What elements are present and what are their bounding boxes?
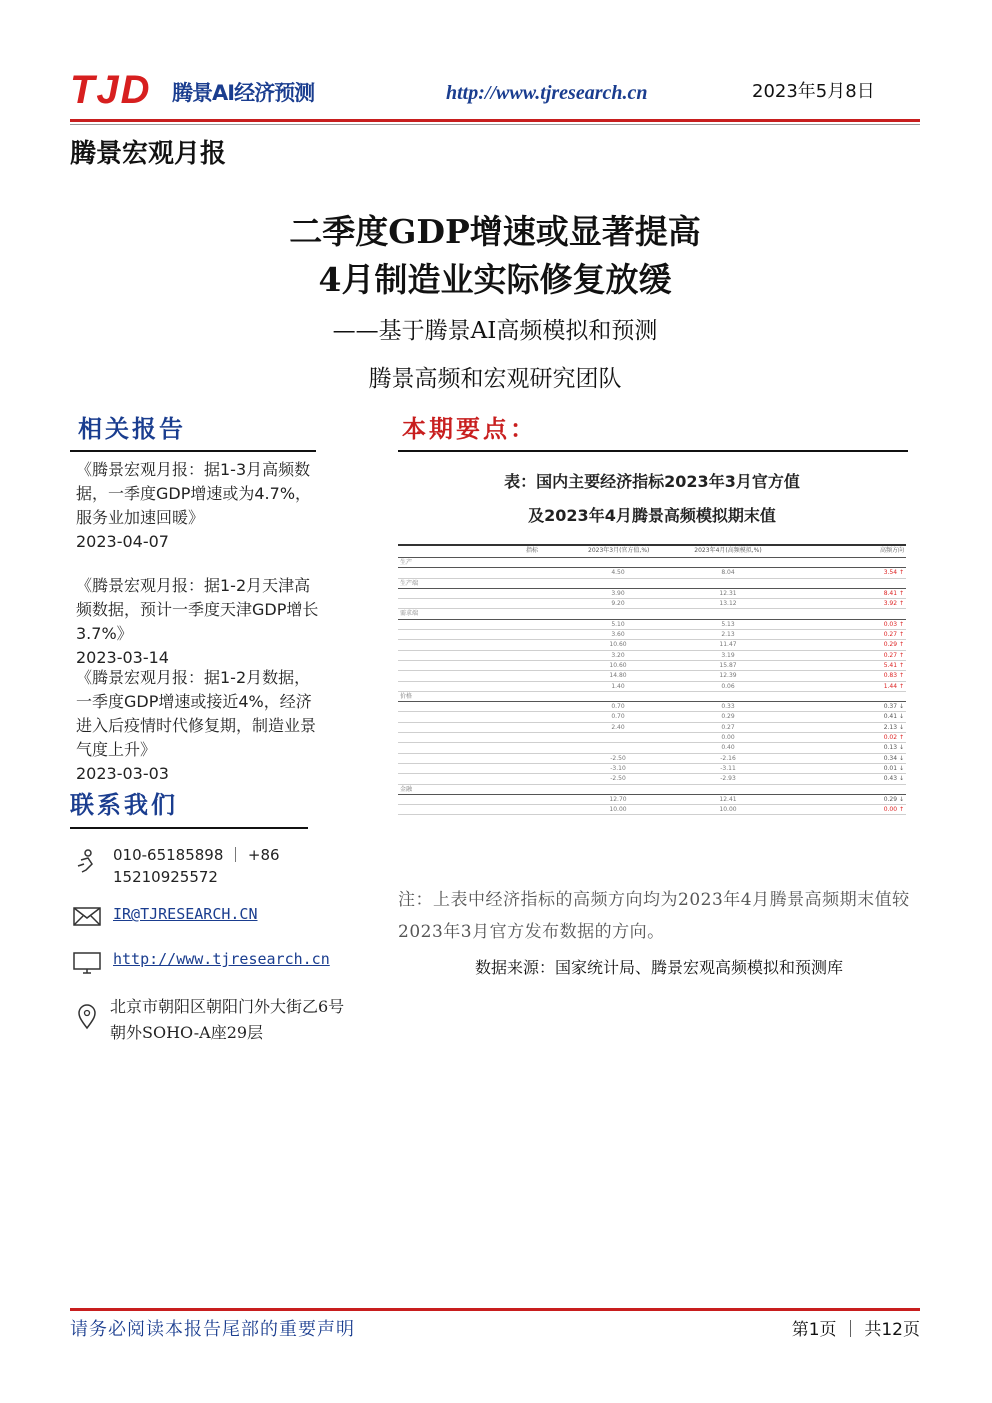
header-url-link[interactable]: http://www.tjresearch.cn xyxy=(446,82,648,104)
table-cell-april: 12.41 xyxy=(719,795,737,803)
direction-value: 0.83 xyxy=(883,672,898,680)
phone-icon xyxy=(72,848,102,874)
table-note: 注：上表中经济指标的高频方向均为2023年4月腾景高频期末值较2023年3月官方发布数据的方向。 xyxy=(398,890,910,942)
table-body xyxy=(398,558,906,815)
arrow-up-icon: ↑ xyxy=(897,620,904,628)
table-row xyxy=(398,743,906,753)
table-row xyxy=(398,620,906,630)
table-cell-direction xyxy=(828,806,904,814)
arrow-down-icon: ↓ xyxy=(897,703,904,711)
direction-value: 0.27 xyxy=(883,631,898,639)
indicator-table xyxy=(398,544,906,815)
table-header-cell: 高频方向 xyxy=(879,547,904,554)
table-cell-direction xyxy=(828,600,904,608)
arrow-up-icon: ↑ xyxy=(897,651,904,659)
arrow-up-icon: ↑ xyxy=(897,672,904,680)
arrow-down-icon: ↓ xyxy=(897,795,904,803)
table-header-row xyxy=(398,544,906,558)
table-cell-april: 0.33 xyxy=(721,703,735,711)
table-cell-direction xyxy=(828,713,904,721)
direction-value: 0.03 xyxy=(883,620,898,628)
table-cell-march: -2.50 xyxy=(610,775,626,783)
direction-value: 0.02 xyxy=(883,734,898,742)
table-cell-april: 10.00 xyxy=(719,806,737,814)
table-cell-march: 0.70 xyxy=(611,703,625,711)
contact-heading: 联系我们 xyxy=(70,790,178,819)
table-row xyxy=(398,774,906,784)
logo-name: 腾景AI经济预测 xyxy=(172,81,315,105)
table-row xyxy=(398,568,906,578)
data-source: 数据来源：国家统计局、腾景宏观高频模拟和预测库 xyxy=(474,958,843,977)
table-group-label: 价格 xyxy=(400,692,413,700)
table-cell-march: 3.60 xyxy=(611,631,625,639)
table-cell-direction xyxy=(828,631,904,639)
table-cell-april: 13.12 xyxy=(719,600,737,608)
table-cell-march: 2.40 xyxy=(611,723,625,731)
arrow-up-icon: ↑ xyxy=(897,569,904,577)
direction-value: 0.43 xyxy=(883,775,898,783)
table-cell-april: 3.19 xyxy=(721,651,735,659)
table-row xyxy=(398,599,906,609)
table-cell-april: 8.04 xyxy=(721,569,735,577)
location-pin-icon xyxy=(72,1004,102,1030)
table-cell-april: -2.16 xyxy=(720,754,736,762)
direction-value: 0.41 xyxy=(883,713,898,721)
table-row xyxy=(398,764,906,774)
related-report-date: 2023-03-03 xyxy=(76,764,169,783)
table-row xyxy=(398,682,906,692)
table-row xyxy=(398,630,906,640)
related-report-title[interactable]: 《腾景宏观月报：据1-2月天津高频数据，预计一季度天津GDP增长3.7%》 xyxy=(76,576,319,643)
table-cell-direction xyxy=(828,765,904,773)
arrow-up-icon: ↑ xyxy=(897,589,904,597)
arrow-down-icon: ↓ xyxy=(897,775,904,783)
table-cell-april: 12.31 xyxy=(719,589,737,597)
table-cell-april: 12.39 xyxy=(719,672,737,680)
table-cell-march: 12.70 xyxy=(609,795,627,803)
table-header-cell: 2023年3月(官方值,%) xyxy=(588,547,650,554)
table-caption-line-1: 表：国内主要经济指标2023年3月官方值 xyxy=(504,472,800,491)
report-type: 腾景宏观月报 xyxy=(70,139,227,169)
table-cell-direction xyxy=(828,703,904,711)
table-cell-march: -3.10 xyxy=(610,764,626,772)
direction-value: 0.01 xyxy=(883,764,898,772)
related-report-date: 2023-04-07 xyxy=(76,532,169,551)
table-row xyxy=(398,723,906,733)
table-row xyxy=(398,702,906,712)
table-cell-march: 5.10 xyxy=(611,620,625,628)
table-cell-march: 3.20 xyxy=(611,651,625,659)
footer-disclaimer: 请务必阅读本报告尾部的重要声明 xyxy=(70,1319,355,1340)
direction-value: 2.13 xyxy=(883,723,898,731)
table-row xyxy=(398,589,906,599)
table-cell-march: 4.50 xyxy=(611,569,625,577)
direction-value: 8.41 xyxy=(883,589,898,597)
contact-rule xyxy=(70,827,308,829)
direction-value: 5.41 xyxy=(883,661,898,669)
table-cell-march: 3.90 xyxy=(611,589,625,597)
related-report-title[interactable]: 《腾景宏观月报：据1-2月数据，一季度GDP增速或接近4%，经济进入后疫情时代修复期，制造业景气度上升》 xyxy=(76,668,317,759)
table-cell-direction xyxy=(828,683,904,691)
table-group-row xyxy=(398,692,906,702)
table-row xyxy=(398,640,906,650)
table-cell-direction xyxy=(828,796,904,804)
contact-phone: 010-65185898 ｜ +86 15210925572 xyxy=(113,846,280,886)
table-cell-march: 10.00 xyxy=(609,806,627,814)
table-row xyxy=(398,671,906,681)
table-row xyxy=(398,795,906,805)
arrow-up-icon: ↑ xyxy=(897,734,904,742)
table-cell-march: 0.70 xyxy=(611,713,625,721)
table-cell-march: 10.60 xyxy=(609,641,627,649)
related-report-item[interactable] xyxy=(76,666,322,786)
arrow-down-icon: ↓ xyxy=(897,713,904,721)
table-header-cell: 指标 xyxy=(525,547,538,554)
title-line-1: 二季度GDP增速或显著提高 xyxy=(289,212,701,251)
arrow-down-icon: ↓ xyxy=(897,744,904,752)
table-cell-march: 14.80 xyxy=(609,672,627,680)
table-row xyxy=(398,733,906,743)
table-group-row xyxy=(398,579,906,589)
table-cell-march: 1.40 xyxy=(611,682,625,690)
table-header-cell: 2023年4月(高频模拟,%) xyxy=(694,547,762,554)
direction-value: 0.37 xyxy=(883,703,898,711)
logo-mark: TJD xyxy=(70,68,152,112)
table-cell-direction xyxy=(828,755,904,763)
direction-value: 3.92 xyxy=(883,600,898,608)
table-cell-direction xyxy=(828,672,904,680)
related-report-item[interactable] xyxy=(76,574,322,670)
table-cell-direction xyxy=(828,569,904,577)
related-reports-rule xyxy=(70,450,316,452)
table-cell-april: 15.87 xyxy=(719,661,737,669)
direction-value: 1.44 xyxy=(883,682,898,690)
direction-value: 3.54 xyxy=(883,569,898,577)
table-cell-direction xyxy=(828,724,904,732)
arrow-up-icon: ↑ xyxy=(897,631,904,639)
table-cell-april: 0.29 xyxy=(721,713,735,721)
table-cell-march: 10.60 xyxy=(609,661,627,669)
table-cell-april: -2.93 xyxy=(720,775,736,783)
table-cell-april: 0.40 xyxy=(721,744,735,752)
related-report-date: 2023-03-14 xyxy=(76,648,169,667)
table-cell-april: -3.11 xyxy=(720,764,736,772)
direction-value: 0.00 xyxy=(883,806,898,814)
table-cell-direction xyxy=(828,744,904,752)
table-group-row xyxy=(398,558,906,568)
header-rule xyxy=(70,119,920,122)
table-group-label: 生产 xyxy=(400,559,413,566)
direction-value: 0.29 xyxy=(883,641,898,649)
table-row xyxy=(398,754,906,764)
arrow-up-icon: ↑ xyxy=(897,682,904,690)
title-line-2: 4月制造业实际修复放缓 xyxy=(318,260,672,299)
table-row xyxy=(398,651,906,661)
related-report-title[interactable]: 《腾景宏观月报：据1-3月高频数据，一季度GDP增速或为4.7%，服务业加速回暖》 xyxy=(76,460,312,527)
table-cell-direction xyxy=(828,662,904,670)
table-cell-april: 0.27 xyxy=(721,723,735,731)
table-cell-direction xyxy=(828,641,904,649)
arrow-down-icon: ↓ xyxy=(897,723,904,731)
table-cell-march: 9.20 xyxy=(611,600,625,608)
table-cell-april: 5.13 xyxy=(721,620,735,628)
table-cell-direction xyxy=(828,775,904,783)
direction-value: 0.29 xyxy=(883,795,898,803)
table-cell-direction xyxy=(828,652,904,660)
footer-page-number: 第1页 ｜ 共12页 xyxy=(791,1320,920,1340)
table-group-row xyxy=(398,785,906,795)
table-cell-april: 11.47 xyxy=(719,641,737,649)
table-row xyxy=(398,661,906,671)
mail-icon xyxy=(72,904,102,930)
related-reports-heading: 相关报告 xyxy=(78,414,186,443)
table-row xyxy=(398,712,906,722)
table-cell-april: 2.13 xyxy=(721,631,735,639)
table-cell-direction xyxy=(828,590,904,598)
direction-value: 0.27 xyxy=(883,651,898,659)
contact-website-link[interactable]: http://www.tjresearch.cn xyxy=(113,950,330,968)
table-cell-march: -2.50 xyxy=(610,754,626,762)
table-row xyxy=(398,805,906,815)
team-name: 腾景高频和宏观研究团队 xyxy=(368,366,622,392)
arrow-up-icon: ↑ xyxy=(897,600,904,608)
subtitle: ——基于腾景AI高频模拟和预测 xyxy=(332,318,658,344)
table-cell-april: 0.00 xyxy=(721,734,735,742)
direction-value: 0.13 xyxy=(883,744,898,752)
arrow-up-icon: ↑ xyxy=(897,641,904,649)
direction-value: 0.34 xyxy=(883,754,898,762)
related-report-item[interactable] xyxy=(76,458,322,554)
table-group-label: 金融 xyxy=(400,785,413,793)
table-cell-direction xyxy=(828,621,904,629)
table-cell-april: 0.06 xyxy=(721,682,735,690)
highlights-heading: 本期要点： xyxy=(402,414,537,443)
arrow-up-icon: ↑ xyxy=(897,806,904,814)
table-caption-line-2: 及2023年4月腾景高频模拟期末值 xyxy=(528,506,776,525)
monitor-icon xyxy=(72,950,102,976)
footer-rule xyxy=(70,1308,920,1311)
arrow-up-icon: ↑ xyxy=(897,661,904,669)
highlights-rule xyxy=(398,450,908,452)
header-rule-thin xyxy=(70,124,920,125)
contact-address: 北京市朝阳区朝阳门外大街乙6号朝外SOHO-A座29层 xyxy=(110,997,345,1042)
arrow-down-icon: ↓ xyxy=(897,754,904,762)
table-group-label: 生产端 xyxy=(400,579,419,587)
table-cell-direction xyxy=(828,734,904,742)
header-date: 2023年5月8日 xyxy=(752,81,875,102)
table-group-label: 需求端 xyxy=(400,610,419,618)
arrow-down-icon: ↓ xyxy=(897,764,904,772)
contact-email-link[interactable]: IR@TJRESEARCH.CN xyxy=(113,905,258,923)
table-group-row xyxy=(398,609,906,619)
